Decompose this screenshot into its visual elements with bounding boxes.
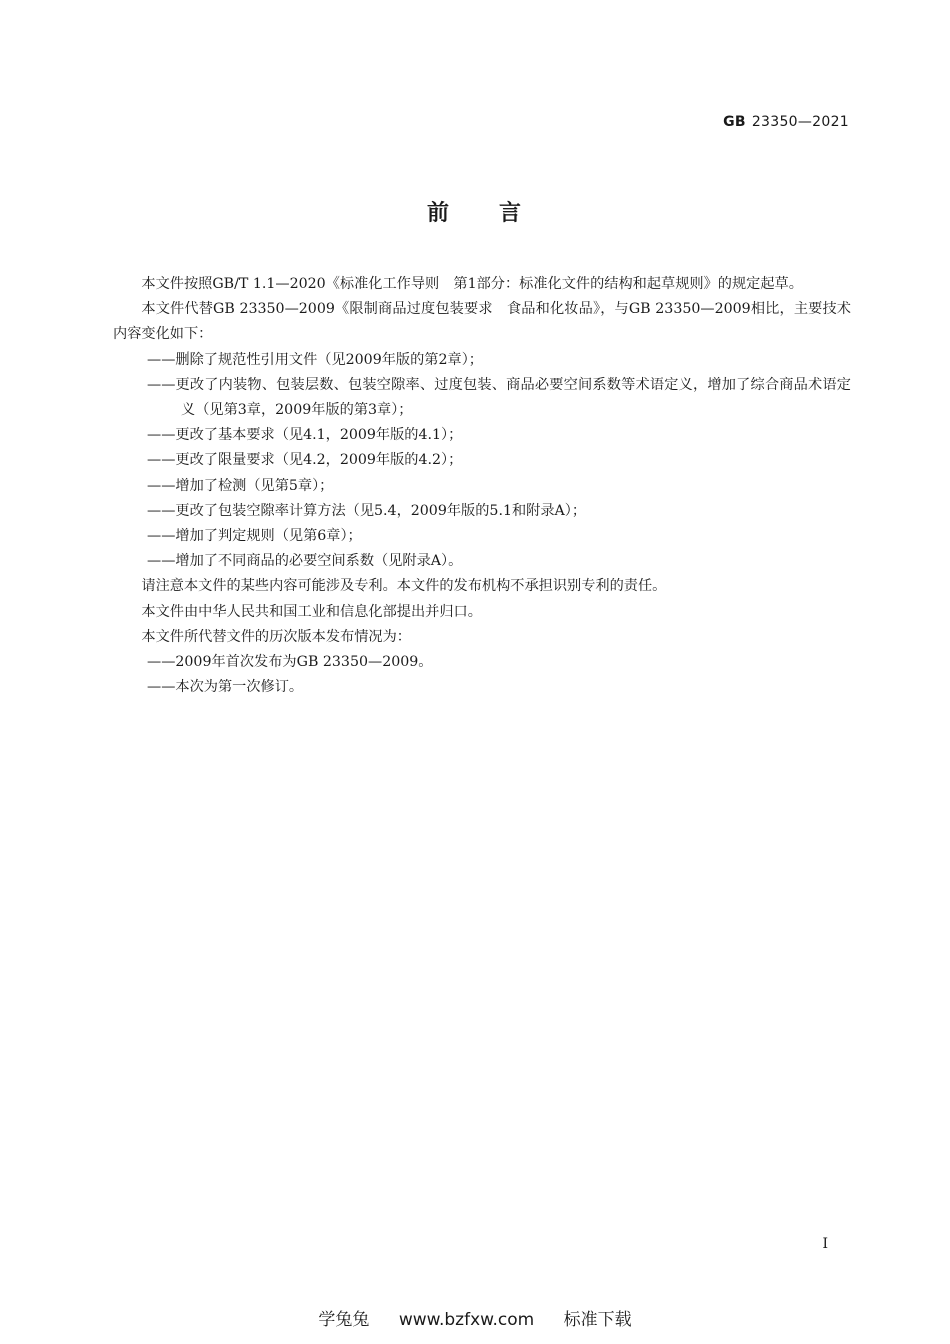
footer-site-name: 学兔兔 (318, 1310, 370, 1330)
standard-number: 23350—2021 (751, 114, 849, 130)
paragraph: 请注意本文件的某些内容可能涉及专利。本文件的发布机构不承担识别专利的责任。 (141, 578, 667, 595)
list-item: ——更改了基本要求（见4.1，2009年版的4.1）； (147, 427, 463, 444)
list-item: ——增加了检测（见第5章）； (147, 477, 334, 494)
paragraph: 本文件代替GB 23350—2009《限制商品过度包装要求 食品和化妆品》，与GB 23350—2009相比，主要技术内容变化如下： (113, 301, 851, 343)
footer-url[interactable]: www.bzfxw.com (398, 1310, 535, 1330)
page-number: I (822, 1236, 828, 1252)
page-title: 前 言 (426, 201, 523, 226)
list-item: ——增加了判定规则（见第6章）； (147, 528, 362, 545)
paragraph: 本文件所代替文件的历次版本发布情况为： (141, 628, 411, 645)
list-item: ——增加了不同商品的必要空间系数（见附录A）。 (147, 553, 463, 570)
footer-tagline: 标准下载 (563, 1310, 632, 1330)
paragraph: 本文件按照GB/T 1.1—2020《标准化工作导则 第1部分：标准化文件的结构和起草规则》的规定起草。 (141, 276, 803, 292)
list-item: ——更改了限量要求（见4.2，2009年版的4.2）； (147, 452, 463, 469)
list-item: ——更改了包装空隙率计算方法（见5.4，2009年版的5.1和附录A）； (147, 502, 587, 519)
preface-body (113, 272, 851, 700)
list-item: ——本次为第一次修订。 (147, 679, 304, 696)
standard-code (723, 114, 849, 130)
standard-prefix: GB (723, 114, 746, 130)
list-item: ——删除了规范性引用文件（见2009年版的第2章）； (147, 351, 483, 368)
footer-watermark (0, 1305, 950, 1330)
paragraph: 本文件由中华人民共和国工业和信息化部提出并归口。 (141, 603, 482, 620)
list-item: ——2009年首次发布为GB 23350—2009。 (147, 654, 433, 671)
list-item: ——更改了内装物、包装层数、包装空隙率、过度包装、商品必要空间系数等术语定义，增加了综合商品术语定义（见第3章，2009年版的第3章）； (147, 376, 851, 419)
